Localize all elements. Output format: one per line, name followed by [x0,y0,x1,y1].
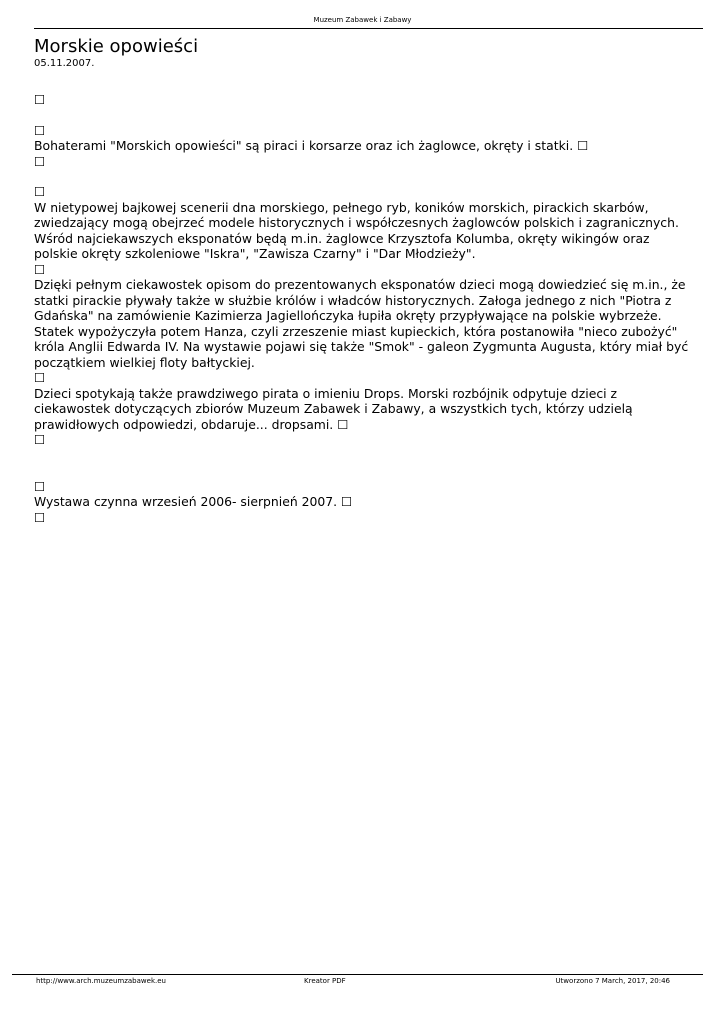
placeholder-box-8: ☐ [34,478,46,494]
placeholder-box-1: ☐ [34,92,46,107]
footer-divider [12,974,703,975]
footer-generator: Kreator PDF [304,977,346,985]
placeholder-box-6: ☐ [34,370,46,385]
placeholder-box-5: ☐ [34,261,46,277]
article-date: 05.11.2007. [34,58,95,69]
header-divider [34,28,703,29]
placeholder-box-9: ☐ [34,509,46,525]
footer-url: http://www.arch.muzeumzabawek.eu [36,977,166,985]
article [34,36,694,525]
placeholder-box-4: ☐ [34,184,46,199]
paragraph-pirate: Dzieci spotykają także prawdziwego pirata o imieniu Drops. Morski rozbójnik odpytuje dzieci z ciekawostek dotyczących zbiorów Muzeum Zabawek i Zabawy, a wszystkich tych, którzy udzielą prawidłowych odpowiedzi, obdaruje... dropsami. ☐ [34,385,633,432]
placeholder-box-2: ☐ [34,122,46,138]
footer-created: Utworzono 7 March, 2017, 20:46 [555,977,670,985]
page-header: Muzeum Zabawek i Zabawy [313,16,412,24]
paragraph-history: Dzięki pełnym ciekawostek opisom do prezentowanych eksponatów dzieci mogą dowiedzieć się m.in., że statki pirackie pływały także w służbie królów i władców historycznych. Załoga jednego z nich "Piotra z Gdańska" na zamówienie Kazimierza Jagiellończyka łupiła okręty przypływające na polskie wybrzeże. Statek wypożyczyła potem Hanza, czyli zrzeszenie miast kupieckich, która postanowiła "nieco zubożyć" króla Anglii Edwarda IV. Na wystawie pojawi się także "Smok" - galeon Zygmunta Augusta, który miał być początkiem wielkiej floty bałtyckiej. [34,277,689,370]
placeholder-box-7: ☐ [34,432,46,447]
placeholder-box-3: ☐ [34,153,46,169]
article-title: Morskie opowieści [34,36,199,57]
paragraph-intro: Bohaterami "Morskich opowieści" są piraci i korsarze oraz ich żaglowce, okręty i statki. ☐ [34,138,589,153]
paragraph-scenery: W nietypowej bajkowej scenerii dna morskiego, pełnego ryb, koników morskich, pirackich skarbów, zwiedzający mogą obejrzeć modele historycznych i współczesnych żaglowców polskich i zagranicznych. Wśród najciekawszych eksponatów będą m.in. żaglowce Krzysztofa Kolumba, okręty wikingów oraz polskie okręty szkoleniowe "Iskra", "Zawisza Czarny" i "Dar Młodzieży". [34,199,679,261]
paragraph-dates: Wystawa czynna wrzesień 2006- sierpnień 2007. ☐ [34,494,353,509]
